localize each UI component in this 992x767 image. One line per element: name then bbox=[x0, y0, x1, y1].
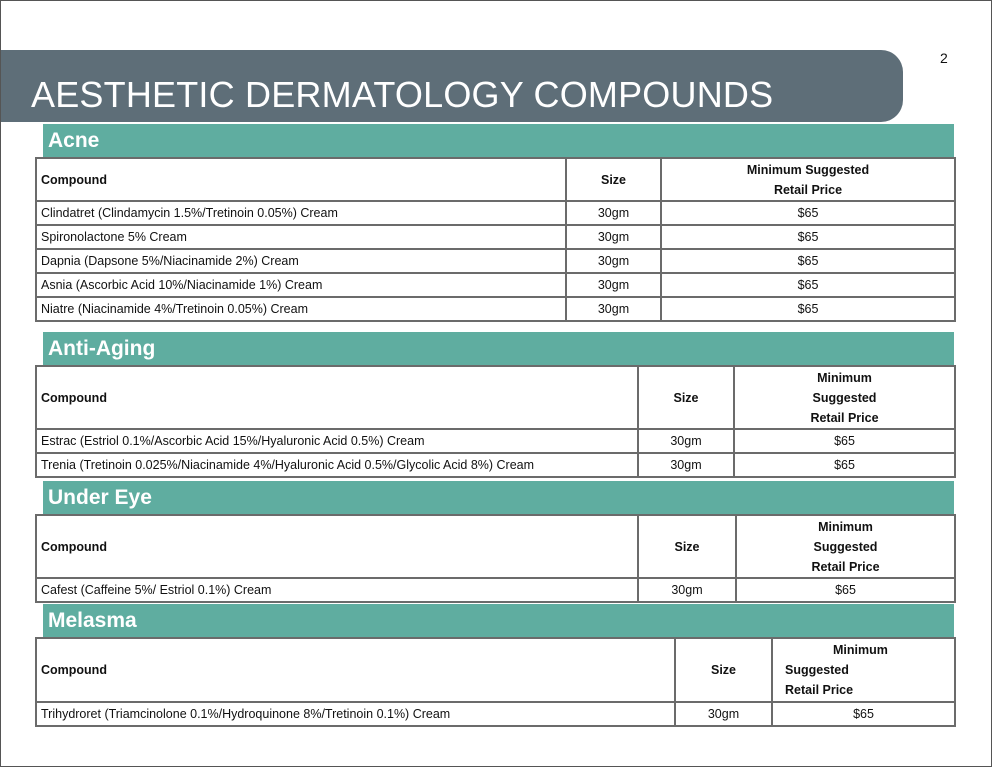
price-cell: $65 bbox=[661, 249, 955, 273]
compound-cell: Estrac (Estriol 0.1%/Ascorbic Acid 15%/Hyaluronic Acid 0.5%) Cream bbox=[36, 429, 638, 453]
compound-header: Compound bbox=[36, 158, 566, 201]
table-row bbox=[36, 453, 955, 477]
table-row bbox=[36, 273, 955, 297]
size-header: Size bbox=[638, 515, 736, 578]
compound-cell: Spironolactone 5% Cream bbox=[36, 225, 566, 249]
compound-cell: Cafest (Caffeine 5%/ Estriol 0.1%) Cream bbox=[36, 578, 638, 602]
size-cell: 30gm bbox=[566, 201, 661, 225]
price-header bbox=[736, 515, 955, 578]
price-header-line: Suggested bbox=[812, 390, 877, 405]
price-cell: $65 bbox=[772, 702, 955, 726]
size-cell: 30gm bbox=[566, 249, 661, 273]
page-number: 2 bbox=[940, 50, 948, 66]
compound-header: Compound bbox=[36, 366, 638, 429]
table-header-row bbox=[36, 515, 955, 578]
size-header: Size bbox=[566, 158, 661, 201]
compound-cell: Dapnia (Dapsone 5%/Niacinamide 2%) Cream bbox=[36, 249, 566, 273]
table-header-row bbox=[36, 638, 955, 702]
table-header-row bbox=[36, 158, 955, 201]
size-cell: 30gm bbox=[638, 578, 736, 602]
price-header-line: Minimum Suggested bbox=[746, 162, 870, 177]
table-header-row bbox=[36, 366, 955, 429]
section-header-acne bbox=[43, 124, 954, 158]
size-cell: 30gm bbox=[566, 225, 661, 249]
price-cell: $65 bbox=[661, 273, 955, 297]
section-header-under-eye bbox=[43, 481, 954, 515]
size-cell: 30gm bbox=[638, 429, 734, 453]
size-header: Size bbox=[638, 366, 734, 429]
melasma-table bbox=[35, 637, 956, 727]
price-cell: $65 bbox=[661, 297, 955, 321]
section-title: Melasma bbox=[48, 609, 137, 632]
price-cell: $65 bbox=[661, 201, 955, 225]
compound-header: Compound bbox=[36, 638, 675, 702]
table-row bbox=[36, 702, 955, 726]
price-cell: $65 bbox=[734, 429, 955, 453]
acne-table bbox=[35, 157, 956, 322]
section-title: Under Eye bbox=[48, 486, 152, 509]
price-cell: $65 bbox=[736, 578, 955, 602]
section-title: Acne bbox=[48, 129, 100, 152]
compound-header: Compound bbox=[36, 515, 638, 578]
price-header bbox=[772, 638, 955, 702]
price-cell: $65 bbox=[661, 225, 955, 249]
compound-cell: Trenia (Tretinoin 0.025%/Niacinamide 4%/Hyaluronic Acid 0.5%/Glycolic Acid 8%) Cream bbox=[36, 453, 638, 477]
price-cell: $65 bbox=[734, 453, 955, 477]
size-cell: 30gm bbox=[675, 702, 772, 726]
price-header bbox=[661, 158, 955, 201]
table-row bbox=[36, 201, 955, 225]
price-header bbox=[734, 366, 955, 429]
under-eye-table bbox=[35, 514, 956, 603]
price-header-line: Retail Price bbox=[785, 683, 854, 697]
section-header-anti-aging bbox=[43, 332, 954, 366]
table-row bbox=[36, 249, 955, 273]
table-row bbox=[36, 297, 955, 321]
price-header-line: Minimum bbox=[818, 519, 873, 534]
price-header-line: Suggested bbox=[813, 539, 878, 554]
price-header-line: Minimum bbox=[817, 370, 872, 385]
size-cell: 30gm bbox=[566, 273, 661, 297]
compound-cell: Clindatret (Clindamycin 1.5%/Tretinoin 0.05%) Cream bbox=[36, 201, 566, 225]
section-header-melasma bbox=[43, 604, 954, 638]
price-header-line: Retail Price bbox=[810, 410, 879, 425]
price-header-line: Retail Price bbox=[811, 559, 880, 574]
table-row bbox=[36, 225, 955, 249]
compound-cell: Trihydroret (Triamcinolone 0.1%/Hydroquinone 8%/Tretinoin 0.1%) Cream bbox=[36, 702, 675, 726]
price-header-line: Retail Price bbox=[773, 182, 843, 197]
table-row bbox=[36, 429, 955, 453]
size-header: Size bbox=[675, 638, 772, 702]
section-title: Anti-Aging bbox=[48, 337, 156, 360]
size-cell: 30gm bbox=[566, 297, 661, 321]
price-header-line: Minimum bbox=[833, 643, 888, 657]
table-row bbox=[36, 578, 955, 602]
compound-cell: Niatre (Niacinamide 4%/Tretinoin 0.05%) Cream bbox=[36, 297, 566, 321]
price-header-line: Suggested bbox=[785, 663, 849, 677]
anti-aging-table bbox=[35, 365, 956, 478]
page-title: AESTHETIC DERMATOLOGY COMPOUNDS bbox=[31, 74, 774, 115]
size-cell: 30gm bbox=[638, 453, 734, 477]
compound-cell: Asnia (Ascorbic Acid 10%/Niacinamide 1%) Cream bbox=[36, 273, 566, 297]
